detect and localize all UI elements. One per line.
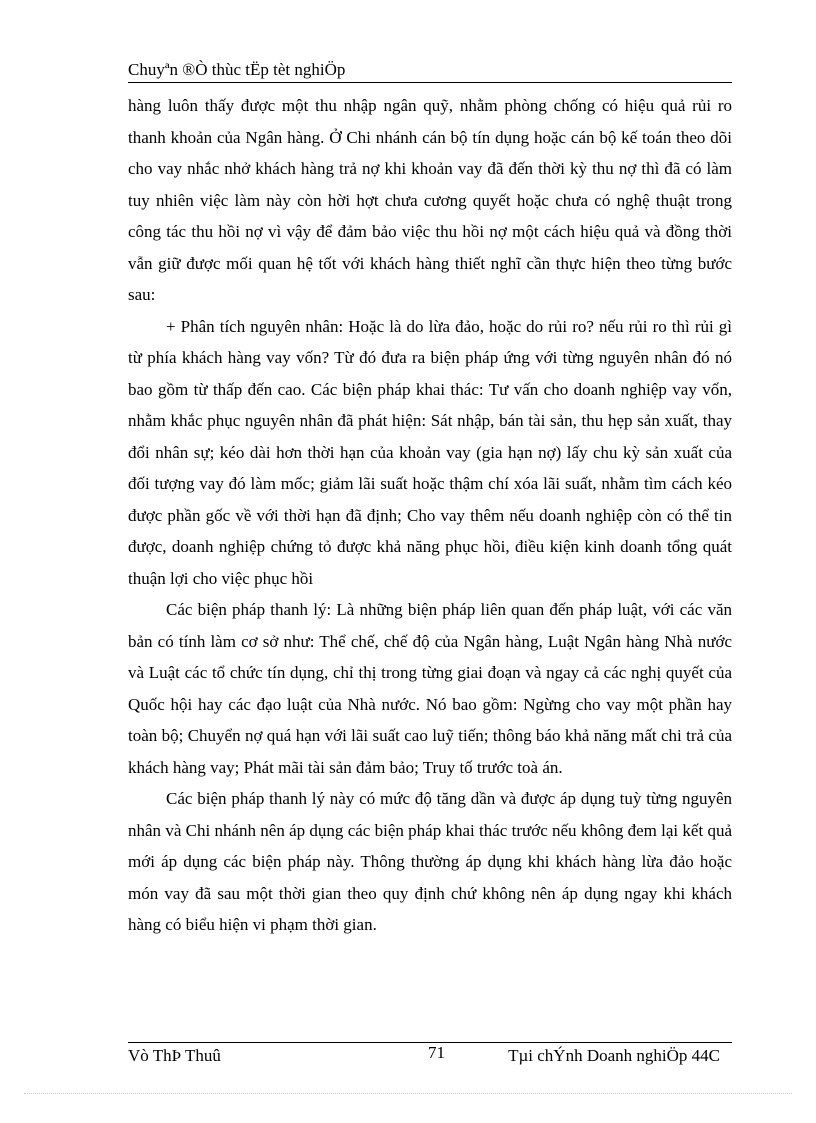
bottom-divider [24, 1093, 792, 1094]
footer-class: Tµi chÝnh Doanh nghiÖp 44C [508, 1046, 720, 1065]
paragraph-liquidation-measures: Các biện pháp thanh lý: Là những biện pháp liên quan đến pháp luật, với các văn bản có tính làm cơ sở như: Thể chế, chế độ của Ngân hàng, Luật Ngân hàng Nhà nước và Luật các tổ chức tín dụng, chỉ thị trong từng giai đoạn và ngay cả các nghị quyết của Quốc hội hay các đạo luật của Nhà nước. Nó bao gồm: Ngừng cho vay một phần hay toàn bộ; Chuyển nợ quá hạn với lãi suất cao luỹ tiến; thông báo khả năng mất chi trả của khách hàng vay; Phát mãi tài sản đảm bảo; Truy tố trước toà án. [128, 600, 732, 777]
paragraph-cause-analysis: + Phân tích nguyên nhân: Hoặc là do lừa đảo, hoặc do rủi ro? nếu rủi ro thì rủi gì từ phía khách hàng vay vốn? Từ đó đưa ra biện pháp ứng với từng nguyên nhân đó nó bao gồm từ thấp đến cao. Các biện pháp khai thác: Tư vấn cho doanh nghiệp vay vốn, nhằm khắc phục nguyên nhân đã phát hiện: Sát nhập, bán tài sản, thu hẹp sản xuất, thay đổi nhân sự; kéo dài hơn thời hạn của khoản vay (gia hạn nợ) lấy chu kỳ sản xuất của đối tượng vay đó làm mốc; giảm lãi suất hoặc thậm chí xóa lãi suất, nhằm tìm cách kéo được phần gốc về với thời hạn đã định; Cho vay thêm nếu doanh nghiệp còn có thể tin được, doanh nghiệp chứng tỏ được khả năng phục hồi, điều kiện kinh doanh tổng quát thuận lợi cho việc phục hồi [128, 316, 732, 588]
header-title: Chuyªn ®Ò thùc tËp tèt nghiÖp [128, 60, 346, 79]
body-text [128, 90, 732, 941]
page-number: 71 [428, 1043, 445, 1062]
paragraph-liquidation-application: Các biện pháp thanh lý này có mức độ tăng dần và được áp dụng tuỳ từng nguyên nhân và Chi nhánh nên áp dụng các biện pháp khai thác trước nếu không đem lại kết quả mới áp dụng các biện pháp này. Thông thường áp dụng khi khách hàng lừa đảo hoặc món vay đã sau một thời gian theo quy định chứ không nên áp dụng ngay khi khách hàng có biểu hiện vi phạm thời gian. [128, 789, 732, 934]
page-footer [128, 1042, 732, 1069]
footer-author: Vò ThÞ Thuû [128, 1046, 221, 1065]
paragraph-continued: hàng luôn thấy được một thu nhập ngân quỹ, nhằm phòng chống có hiệu quả rủi ro thanh khoản của Ngân hàng. Ở Chi nhánh cán bộ tín dụng hoặc cán bộ kế toán theo dõi cho vay nhắc nhở khách hàng trả nợ khi khoản vay đã đến thời kỳ thu nợ thì đã có làm tuy nhiên việc làm này còn hời hợt chưa cương quyết hoặc chưa có nghệ thuật trong công tác thu hồi nợ vì vậy để đảm bảo việc thu hồi nợ một cách hiệu quả và đồng thời vẫn giữ được mối quan hệ tốt với khách hàng thiết nghĩ cần thực hiện theo từng bước sau: [128, 96, 732, 304]
page-header [128, 58, 732, 83]
